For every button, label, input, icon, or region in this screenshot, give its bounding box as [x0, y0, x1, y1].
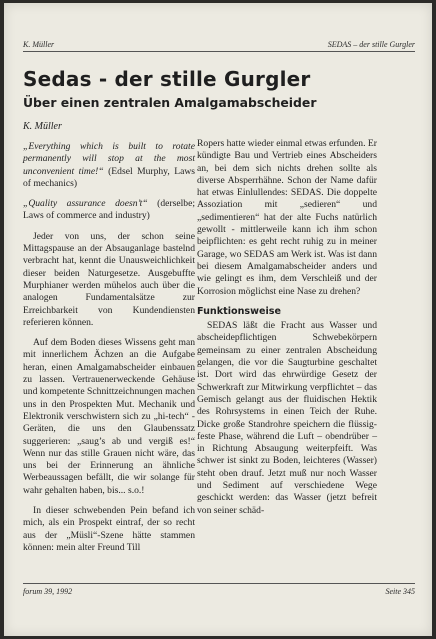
body-paragraph-3: In dieser schwebenden Pein befand ich mich, als ein Prospekt eintraf, der so recht aus der „Müsli“-Szene hätte stammen können: mein alter Freund Till — [23, 505, 195, 553]
epigraph-2-source: (derselbe; Laws of commerce and industry) — [23, 198, 195, 222]
footer-journal: forum 39, 1992 — [23, 587, 73, 596]
article-author: K. Müller — [23, 121, 62, 132]
article-title: Sedas - der stille Gurgler — [23, 67, 311, 91]
epigraph-1-source: (Edsel Murphy, Laws of mechanics) — [23, 165, 195, 189]
body-paragraph-1: Jeder von uns, der schon seine Mittagspause an der Absauganlage bastelnd verbracht hat, kennt die Unausweichlichkeit dieser beiden Naturgesetze. Ausgebuffte Murphianer werden mühelos auch über die analogen Fundamentalsätze zur Erreichbarkeit von Kundendiensten referieren können. — [23, 230, 195, 328]
body-paragraph-5: SEDAS läßt die Fracht aus Wasser und abscheidepflichtigen Schwebekörpern gemeinsam zu einer zentralen Abscheidung gelangen, die vor die Saugturbine geschaltet ist. Dort wird das ehrwürdige Gesetz der Schwerkraft zur Mitwirkung verpflichtet – das Gemisch gelangt aus der fluidischen Hektik des Rohrsystems in einen Teich der Ruhe. Dicke große Standrohre speichern die flüssig-feste Phase, während die Luft – obendrüber – in Richtung Absaugung weiterpfeift. Was schwer ist sinkt zu Boden, leichteres (Wasser) steht oben drauf. Jetzt muß nur noch Wasser und Sediment auf verschiedene Wege geschickt werden: das Wasser (jetzt befreit von seiner schäd- — [197, 320, 377, 516]
left-column — [23, 141, 195, 554]
footer-page-number: Seite 345 — [385, 587, 415, 596]
body-paragraph-4: Ropers hatte wieder einmal etwas erfunden. Er kündigte Bau und Vertrieb eines Abscheiders an, bei dem sich nichts drehen sollte als diverse Absperrhähne. Schon der Name dafür hat etwas Einlullendes: SEDAS. Die doppelte Assoziation mit „sedieren“ und „sedimentieren“ hat der alte Fuchs natürlich gewollt - mittlerweile kann ich ihm schon beipflichten: es geht recht ruhig zu in meiner Garage, wo SEDAS am Werk ist. Was ist dann bei diesem Amalgamabscheider anders und wie gelingt es ihm, dem Verschleiß und der Korrosion möglichst eine Nase zu drehen? — [197, 138, 377, 297]
running-head-title: SEDAS – der stille Gurgler — [327, 40, 415, 49]
epigraph-2 — [23, 198, 195, 223]
section-heading: Funktionsweise — [197, 305, 281, 317]
right-column — [197, 138, 377, 517]
document-page — [4, 3, 432, 636]
running-head-author: K. Müller — [23, 40, 55, 49]
running-head — [23, 40, 415, 52]
article-subtitle: Über einen zentralen Amalgamabscheider — [23, 95, 317, 110]
epigraph-1 — [23, 141, 195, 190]
epigraph-1-quote: „Everything which is built to rotate permanently will stop at the most unconvenient time!“ — [23, 141, 195, 177]
body-paragraph-2: Auf dem Boden dieses Wissens geht man mit innerlichem Ächzen an die Aufgabe heran, einen Amalgamabscheider einbauen zu lassen. Vertrauenerweckende Gehäuse und kompetente Schnittzeichnungen machen uns in den Prospekten Mut. Mechanik und Elektronik verschwistern sich zu „hi-tech“ - Geräten, die uns den Glaubenssatz suggerieren: „saug’s ab und vergiß es!“ Wenn nur das stille Grauen nicht wäre, das uns bei der Erinnerung an ähnliche Werbeaussagen befällt, die wir solange für wahr gehalten haben, bis... s.o.! — [23, 337, 195, 496]
page-footer — [23, 583, 415, 596]
epigraph-2-quote: „Quality assurance doesn’t“ — [23, 198, 148, 210]
